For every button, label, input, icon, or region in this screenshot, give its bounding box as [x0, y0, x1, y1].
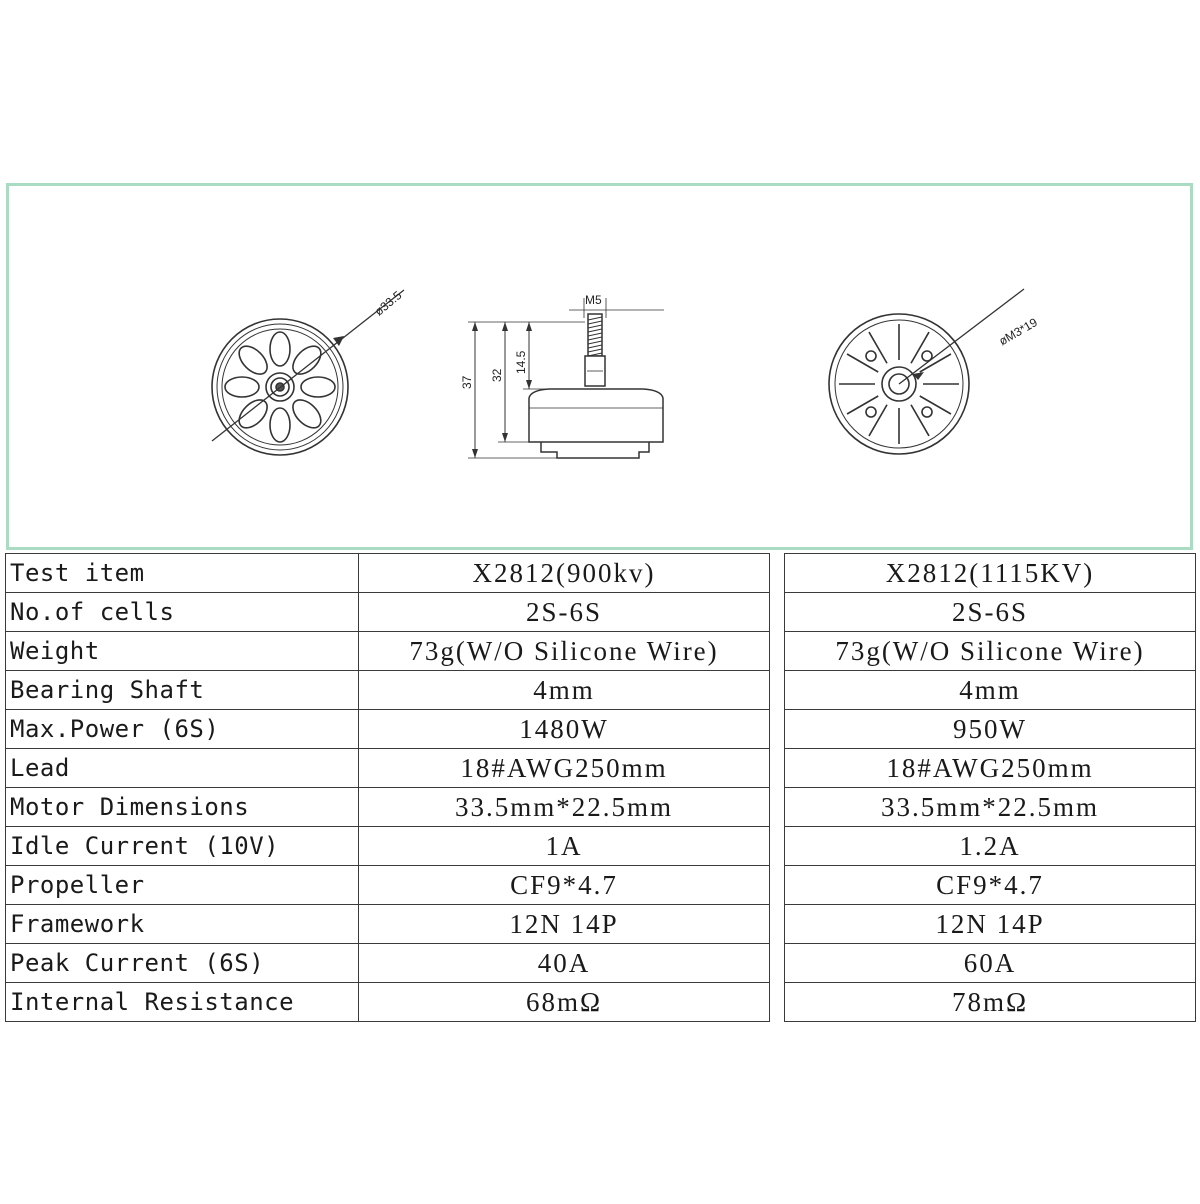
row-model-a: CF9*4.7	[359, 866, 770, 905]
spec-table	[5, 553, 1196, 1022]
column-gap	[770, 944, 785, 983]
vent-opening	[270, 408, 290, 442]
shaft-thread	[588, 325, 602, 328]
table-row	[6, 983, 1196, 1022]
vent-opening	[288, 341, 326, 379]
diameter-label: ø33.5	[371, 288, 405, 319]
row-label: Idle Current (10V)	[6, 827, 359, 866]
column-gap	[770, 554, 785, 593]
column-gap	[770, 983, 785, 1022]
shaft-thread	[588, 337, 602, 340]
row-label: Bearing Shaft	[6, 671, 359, 710]
shaft-thread	[588, 341, 602, 344]
base-rib	[920, 396, 951, 414]
row-model-a: 2S-6S	[359, 593, 770, 632]
base-rib	[911, 405, 929, 436]
header-label: Test item	[6, 554, 359, 593]
row-model-a: 73g(W/O Silicone Wire)	[359, 632, 770, 671]
base-rib	[911, 332, 929, 363]
row-model-b: 12N 14P	[785, 905, 1196, 944]
table-row	[6, 866, 1196, 905]
row-model-b: 78mΩ	[785, 983, 1196, 1022]
row-model-b: 950W	[785, 710, 1196, 749]
table-row	[6, 632, 1196, 671]
shaft-thread	[588, 333, 602, 336]
row-label: Max.Power (6S)	[6, 710, 359, 749]
table-row	[6, 788, 1196, 827]
column-gap	[770, 866, 785, 905]
vent-opening	[234, 395, 272, 433]
table-row	[6, 671, 1196, 710]
row-model-b: 33.5mm*22.5mm	[785, 788, 1196, 827]
shaft-height-label: 14.5	[514, 350, 528, 374]
row-label: Lead	[6, 749, 359, 788]
table-row	[6, 827, 1196, 866]
row-model-b: 2S-6S	[785, 593, 1196, 632]
column-gap	[770, 788, 785, 827]
top-view	[212, 290, 404, 455]
base-rib	[847, 354, 878, 372]
row-model-a: 12N 14P	[359, 905, 770, 944]
diagram-panel	[6, 183, 1193, 550]
vent-opening	[270, 332, 290, 366]
shaft-thread	[588, 329, 602, 332]
table-row	[6, 710, 1196, 749]
motor-drawing	[9, 186, 1190, 547]
column-gap	[770, 632, 785, 671]
vent-opening	[225, 377, 259, 397]
shaft-thread	[588, 345, 602, 348]
row-label: Peak Current (6S)	[6, 944, 359, 983]
row-model-b: 4mm	[785, 671, 1196, 710]
row-label: Weight	[6, 632, 359, 671]
row-model-a: 68mΩ	[359, 983, 770, 1022]
bottom-view	[829, 289, 1024, 454]
shaft-thread	[588, 349, 602, 352]
row-label: Framework	[6, 905, 359, 944]
column-gap	[770, 593, 785, 632]
table-header-row	[6, 554, 1196, 593]
base-rib	[869, 332, 887, 363]
row-model-a: 40A	[359, 944, 770, 983]
row-model-a: 33.5mm*22.5mm	[359, 788, 770, 827]
row-model-b: CF9*4.7	[785, 866, 1196, 905]
table-row	[6, 944, 1196, 983]
row-model-b: 60A	[785, 944, 1196, 983]
thread-label: M5	[585, 293, 602, 307]
row-label: Internal Resistance	[6, 983, 359, 1022]
column-gap	[770, 827, 785, 866]
base-rib	[847, 396, 878, 414]
total-height-label: 37	[460, 375, 474, 389]
shaft-thread	[588, 317, 602, 320]
vent-opening	[288, 395, 326, 433]
base-rib	[869, 405, 887, 436]
column-gap	[770, 710, 785, 749]
row-model-a: 1480W	[359, 710, 770, 749]
column-gap	[770, 905, 785, 944]
column-gap	[770, 749, 785, 788]
shaft-thread	[588, 321, 602, 324]
row-label: Propeller	[6, 866, 359, 905]
row-model-a: 18#AWG250mm	[359, 749, 770, 788]
mount-hole-label: øM3*19	[996, 315, 1040, 349]
row-model-b: 73g(W/O Silicone Wire)	[785, 632, 1196, 671]
row-model-a: 1A	[359, 827, 770, 866]
table-row	[6, 905, 1196, 944]
table-row	[6, 593, 1196, 632]
vent-opening	[301, 377, 335, 397]
header-model-b: X2812(1115KV)	[785, 554, 1196, 593]
vent-opening	[234, 341, 272, 379]
row-label: No.of cells	[6, 593, 359, 632]
body-height-label: 32	[490, 368, 504, 382]
row-model-b: 1.2A	[785, 827, 1196, 866]
column-gap	[770, 671, 785, 710]
row-model-b: 18#AWG250mm	[785, 749, 1196, 788]
header-model-a: X2812(900kv)	[359, 554, 770, 593]
table-row	[6, 749, 1196, 788]
row-label: Motor Dimensions	[6, 788, 359, 827]
row-model-a: 4mm	[359, 671, 770, 710]
